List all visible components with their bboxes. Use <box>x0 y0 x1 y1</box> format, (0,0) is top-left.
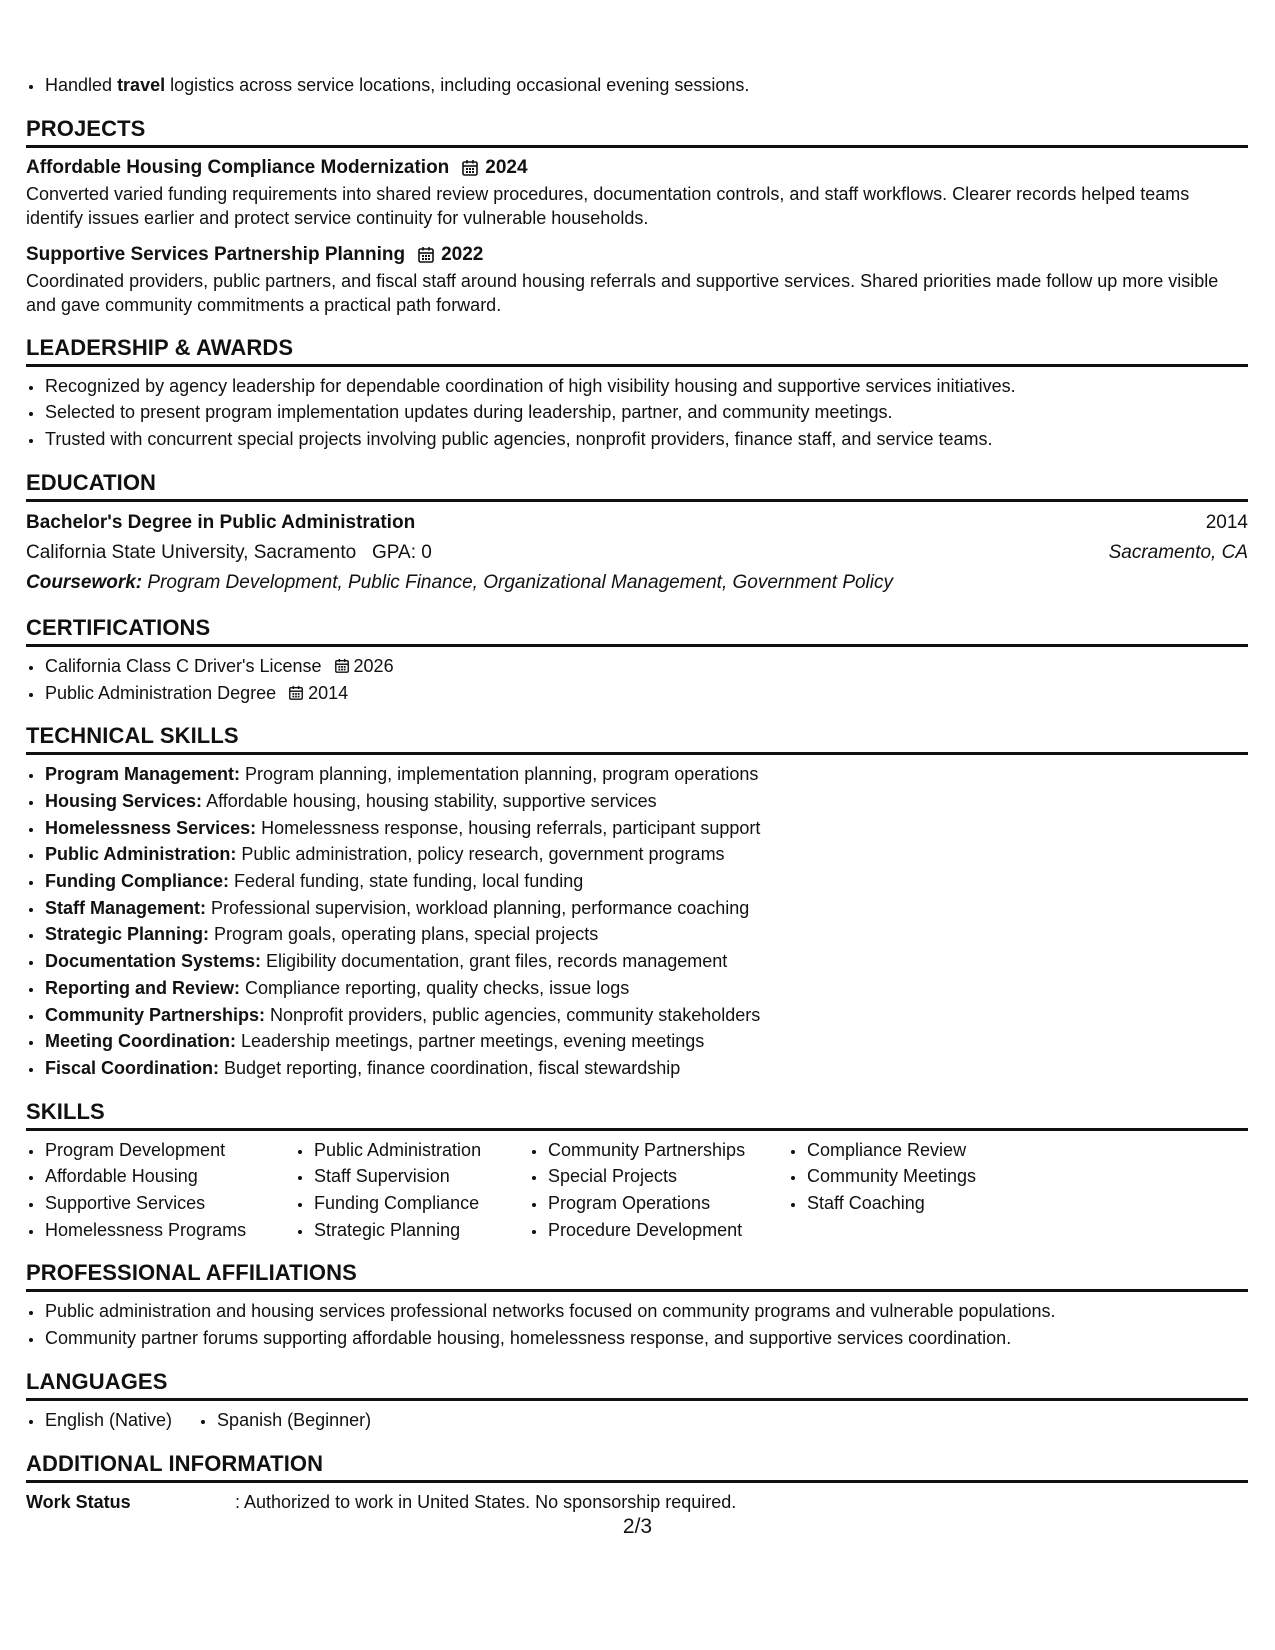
project-description: Coordinated providers, public partners, and fiscal staff around housing referrals and supportive services. Shared priorities made follow up more visible and gave community commitments a practical path forward. <box>26 270 1219 316</box>
list-item: • Staff Management: Professional supervision, workload planning, performance coaching <box>44 895 1248 922</box>
list-item: • Fiscal Coordination: Budget reporting, finance coordination, fiscal stewardship <box>44 1055 1248 1082</box>
project-name: Supportive Services Partnership Planning <box>26 243 406 265</box>
work-status-value: : Authorized to work in United States. No sponsorship required. <box>235 1491 737 1512</box>
list-item: • Procedure Development <box>547 1217 762 1244</box>
list-item: • Homelessness Programs <box>44 1217 269 1244</box>
gpa: GPA: 0 <box>372 541 432 563</box>
list-item: • Program Operations <box>547 1190 762 1217</box>
list-item: • Strategic Planning <box>313 1217 503 1244</box>
additional-info-section <box>26 1450 1248 1515</box>
list-item: • Supportive Services <box>44 1190 269 1217</box>
list-item: • Reporting and Review: Compliance reporting, quality checks, issue logs <box>44 975 1248 1002</box>
leadership-section <box>26 334 1248 453</box>
list-item: • Special Projects <box>547 1163 762 1190</box>
list-item: • California Class C Driver's License 2026 <box>44 653 1248 680</box>
section-title-leadership: LEADERSHIP & AWARDS <box>26 334 1248 367</box>
languages-list <box>26 1407 1248 1434</box>
section-title-languages: LANGUAGES <box>26 1368 1248 1401</box>
education-section <box>26 469 1248 598</box>
certifications-list <box>26 653 1248 706</box>
section-title-affiliations: PROFESSIONAL AFFILIATIONS <box>26 1259 1248 1292</box>
list-item: • Meeting Coordination: Leadership meetings, partner meetings, evening meetings <box>44 1028 1248 1055</box>
list-item: • Funding Compliance <box>313 1190 503 1217</box>
project-year: 2024 <box>485 156 528 178</box>
list-item: • Staff Coaching <box>806 1190 976 1217</box>
experience-continued-list <box>26 72 1248 99</box>
list-item: • Public Administration: Public administration, policy research, government programs <box>44 841 1248 868</box>
calendar-icon <box>334 658 350 674</box>
calendar-icon <box>288 685 304 701</box>
list-item: • Community Partnerships: Nonprofit providers, public agencies, community stakeholders <box>44 1002 1248 1029</box>
list-item: • Handled travel logistics across service locations, including occasional evening sessions. <box>44 72 1248 99</box>
languages-section <box>26 1368 1248 1434</box>
work-status-row <box>26 1489 1248 1515</box>
list-item: • Public Administration Degree 2014 <box>44 680 1248 707</box>
list-item: • Trusted with concurrent special projects involving public agencies, nonprofit providers, finance staff, and service teams. <box>44 426 1248 453</box>
list-item: • Community partner forums supporting affordable housing, homelessness response, and supportive services coordination. <box>44 1325 1248 1352</box>
list-item: • Community Partnerships <box>547 1137 762 1164</box>
section-title-skills: SKILLS <box>26 1098 1248 1131</box>
calendar-icon <box>461 159 479 177</box>
technical-skills-list <box>26 761 1248 1081</box>
list-item: • Homelessness Services: Homelessness response, housing referrals, participant support <box>44 815 1248 842</box>
section-title-projects: PROJECTS <box>26 115 1248 148</box>
list-item: • Spanish (Beginner) <box>216 1407 371 1434</box>
school-location: Sacramento, CA <box>1108 541 1248 563</box>
projects-section <box>26 115 1248 318</box>
work-status-label: Work Status <box>26 1491 131 1512</box>
list-item: • Community Meetings <box>806 1163 976 1190</box>
section-title-education: EDUCATION <box>26 469 1248 502</box>
skills-section <box>26 1098 1248 1244</box>
list-item: • Documentation Systems: Eligibility documentation, grant files, records management <box>44 948 1248 975</box>
skills-column <box>788 1137 976 1244</box>
certifications-section <box>26 614 1248 706</box>
skills-column <box>529 1137 762 1244</box>
list-item: • Recognized by agency leadership for dependable coordination of high visibility housing and supportive services initiatives. <box>44 373 1248 400</box>
list-item: • Selected to present program implementation updates during leadership, partner, and community meetings. <box>44 399 1248 426</box>
list-item: • Staff Supervision <box>313 1163 503 1190</box>
list-item: • Program Management: Program planning, implementation planning, program operations <box>44 761 1248 788</box>
project-item <box>26 154 1248 231</box>
skills-column <box>26 1137 269 1244</box>
project-item <box>26 241 1248 318</box>
project-year: 2022 <box>441 243 484 265</box>
technical-skills-section <box>26 722 1248 1081</box>
leadership-list <box>26 373 1248 453</box>
coursework: Coursework: Program Development, Public Finance, Organizational Management, Government Policy <box>26 571 894 593</box>
list-item: • English (Native) <box>44 1407 172 1434</box>
project-name: Affordable Housing Compliance Modernization <box>26 156 450 178</box>
section-title-additional: ADDITIONAL INFORMATION <box>26 1450 1248 1483</box>
affiliations-list <box>26 1298 1248 1351</box>
resume-page <box>26 72 1248 1531</box>
list-item: • Funding Compliance: Federal funding, state funding, local funding <box>44 868 1248 895</box>
degree-name: Bachelor's Degree in Public Administration <box>26 511 416 533</box>
section-title-certifications: CERTIFICATIONS <box>26 614 1248 647</box>
list-item: • Housing Services: Affordable housing, housing stability, supportive services <box>44 788 1248 815</box>
list-item: • Public Administration <box>313 1137 503 1164</box>
list-item: • Affordable Housing <box>44 1163 269 1190</box>
section-title-technical-skills: TECHNICAL SKILLS <box>26 722 1248 755</box>
list-item: • Program Development <box>44 1137 269 1164</box>
affiliations-section <box>26 1259 1248 1351</box>
degree-year: 2014 <box>1205 511 1248 533</box>
project-description: Converted varied funding requirements into shared review procedures, documentation controls, and staff workflows. Clearer records helped teams identify issues earlier and protect service continuity for vulnerable households. <box>26 183 1190 229</box>
list-item: • Strategic Planning: Program goals, operating plans, special projects <box>44 921 1248 948</box>
skills-column <box>295 1137 503 1244</box>
school-name: California State University, Sacramento <box>26 541 357 563</box>
calendar-icon <box>417 246 435 264</box>
page-number: 2/3 <box>622 1515 653 1538</box>
skills-grid <box>26 1137 1248 1244</box>
list-item: • Compliance Review <box>806 1137 976 1164</box>
list-item: • Public administration and housing services professional networks focused on community programs and vulnerable populations. <box>44 1298 1248 1325</box>
